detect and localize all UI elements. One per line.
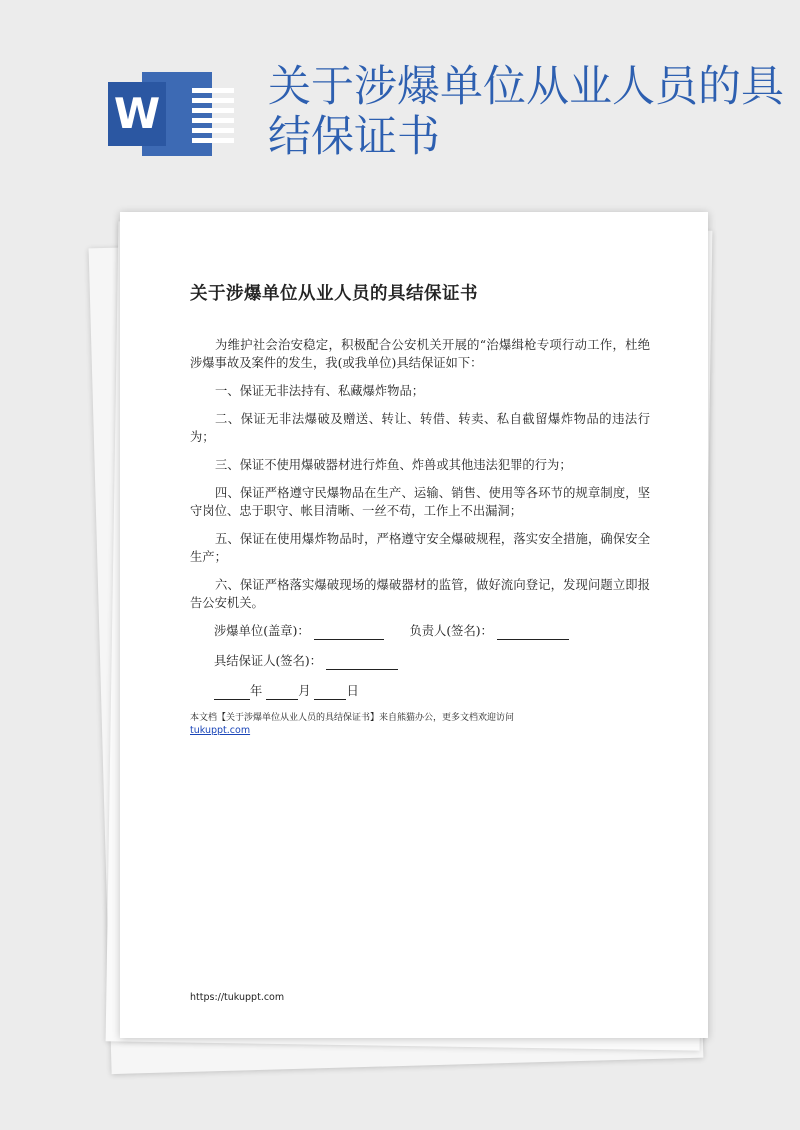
signature-row-guarantor bbox=[214, 652, 650, 670]
day-blank bbox=[314, 685, 346, 700]
header-banner bbox=[0, 0, 800, 200]
year-label: 年 bbox=[250, 684, 263, 698]
month-blank bbox=[266, 685, 298, 700]
date-row bbox=[214, 682, 650, 700]
intro-paragraph: 为维护社会治安稳定，积极配合公安机关开展的“治爆缉枪专项行动工作，杜绝涉爆事故及案件的发生，我(或我单位)具结保证如下： bbox=[190, 338, 650, 370]
guarantor-sign-blank bbox=[326, 655, 398, 670]
list-item: 三、保证不使用爆破器材进行炸鱼、炸兽或其他违法犯罪的行为； bbox=[215, 458, 572, 472]
page-footer-url: https://tukuppt.com bbox=[190, 992, 285, 1003]
list-item: 一、保证无非法持有、私藏爆炸物品； bbox=[215, 384, 425, 398]
month-label: 月 bbox=[298, 684, 311, 698]
unit-seal-label: 涉爆单位(盖章)： bbox=[214, 624, 310, 638]
list-item: 五、保证在使用爆炸物品时，严格遵守安全爆破规程，落实安全措施，确保安全生产； bbox=[190, 532, 650, 564]
list-item: 四、保证严格遵守民爆物品在生产、运输、销售、使用等各环节的规章制度，坚守岗位、忠于职守、帐目清晰、一丝不苟，工作上不出漏洞； bbox=[190, 486, 650, 518]
document-content bbox=[190, 282, 650, 736]
year-blank bbox=[214, 685, 250, 700]
source-note: 本文档【关于涉爆单位从业人员的具结保证书】来自熊猫办公，更多文档欢迎访问 bbox=[190, 713, 515, 723]
unit-seal-blank bbox=[314, 625, 384, 640]
document-page bbox=[120, 212, 708, 1038]
word-document-icon bbox=[108, 68, 212, 160]
word-icon-badge: W bbox=[108, 82, 166, 146]
guarantor-sign-label: 具结保证人(签名)： bbox=[214, 654, 322, 668]
document-title: 关于涉爆单位从业人员的具结保证书 bbox=[190, 284, 478, 304]
person-sign-label: 负责人(签名)： bbox=[409, 624, 493, 638]
list-item: 六、保证严格落实爆破现场的爆破器材的监管，做好流向登记，发现问题立即报告公安机关。 bbox=[190, 578, 650, 610]
person-sign-blank bbox=[497, 625, 569, 640]
list-item: 二、保证无非法爆破及赠送、转让、转借、转卖、私自截留爆炸物品的违法行为； bbox=[190, 412, 650, 444]
day-label: 日 bbox=[346, 684, 359, 698]
signature-row-unit bbox=[214, 622, 650, 640]
source-link[interactable]: tukuppt.com bbox=[190, 725, 251, 736]
page-title: 关于涉爆单位从业人员的具结保证书 bbox=[268, 62, 784, 162]
